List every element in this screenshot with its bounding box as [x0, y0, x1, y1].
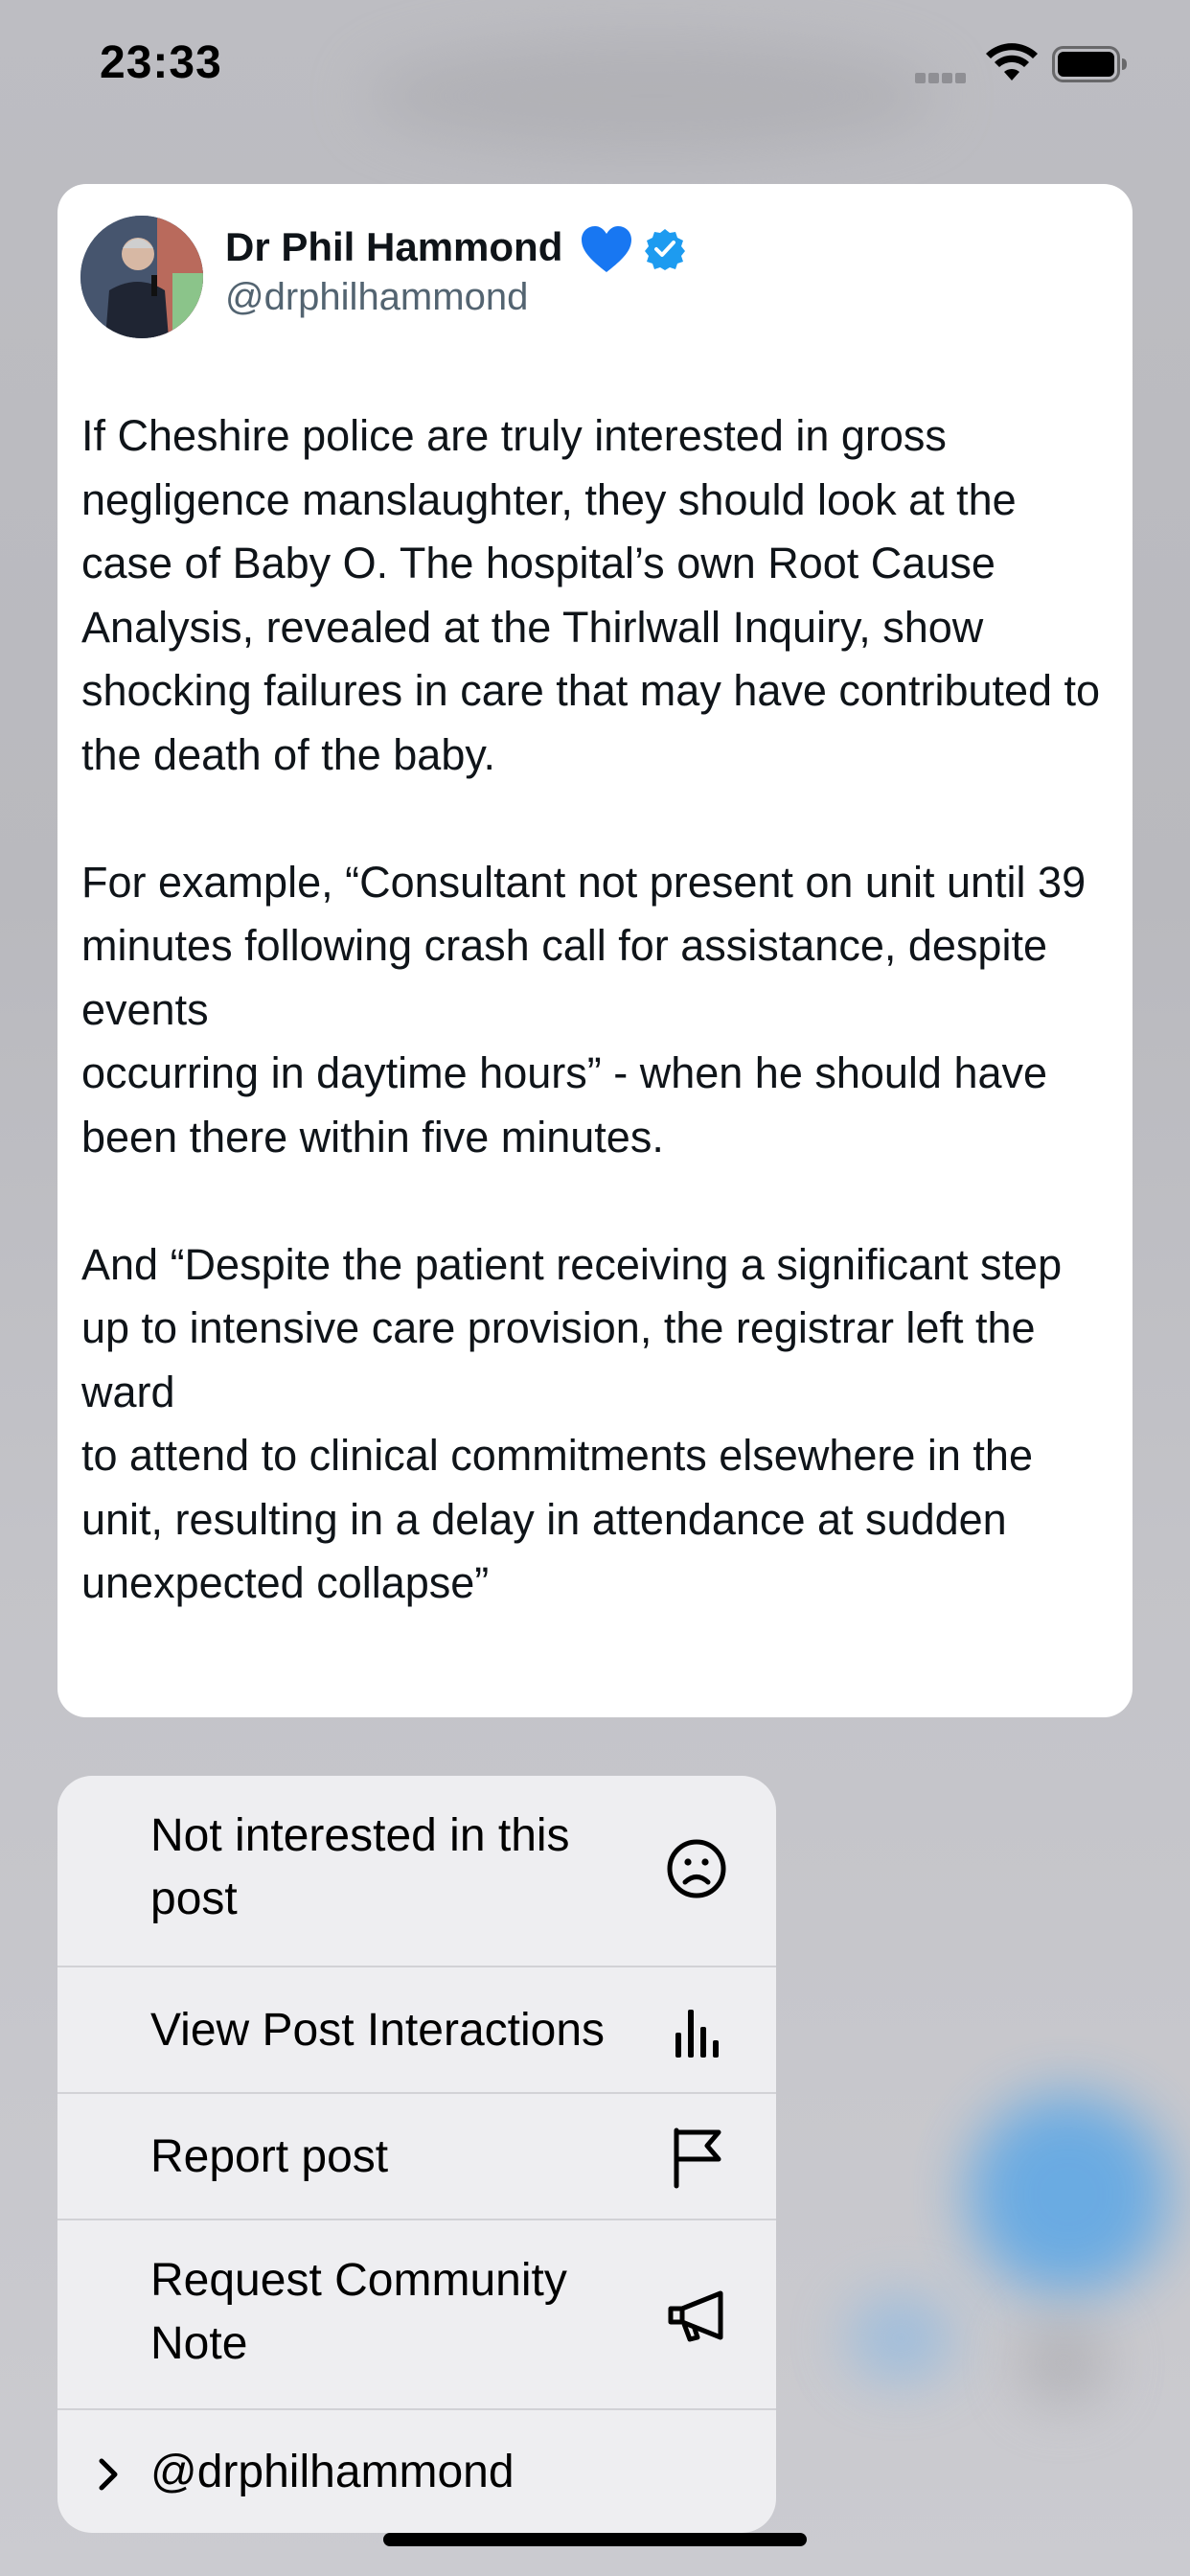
background-blur-tab	[848, 2295, 953, 2381]
post-text: If Cheshire police are truly interested in gross negligence manslaughter, they should look at the case of Baby O. The hospital’s own Root Cause Analysis, revealed at the Thirlwall Inquiry, show shocking failures in care that may have contributed to the death of the baby. For example, “Consultant not present on unit until 39 minutes following crash call for assistance, despite events occurring in daytime hours” - when he should have been there within five minutes. And “Despite the patient receiving a significant step up to intensive care provision, the registrar left the ward to attend to clinical commitments elsewhere in the unit, resulting in a delay in attendance at sudden unexpected collapse”	[81, 411, 1101, 1607]
status-time: 23:33	[100, 37, 222, 88]
post-card[interactable]	[57, 184, 1133, 1717]
bar-chart-icon	[663, 1998, 730, 2065]
menu-item-not-interested[interactable]	[57, 1776, 776, 1966]
home-indicator[interactable]	[383, 2533, 807, 2546]
cellular-signal-icon	[915, 71, 973, 82]
battery-icon	[1052, 46, 1129, 82]
avatar-photo	[80, 216, 203, 338]
menu-item-label: Report post	[150, 2131, 389, 2182]
author-handle[interactable]: @drphilhammond	[225, 276, 529, 318]
menu-item-request-community-note[interactable]	[57, 2219, 776, 2408]
chevron-right-icon	[96, 2456, 123, 2493]
avatar[interactable]	[80, 216, 203, 338]
menu-item-view-post-interactions[interactable]	[57, 1966, 776, 2092]
menu-item-label: Request Community Note	[150, 2255, 567, 2369]
status-bar	[0, 0, 1190, 134]
wifi-icon	[985, 42, 1039, 84]
verified-badge-icon[interactable]	[644, 228, 686, 270]
post-context-menu	[57, 1776, 776, 2533]
flag-icon	[663, 2123, 730, 2190]
menu-item-label: View Post Interactions	[150, 2005, 606, 2056]
menu-item-report-post[interactable]	[57, 2092, 776, 2219]
background-blur-compose-button	[968, 2094, 1169, 2295]
frown-face-icon	[663, 1835, 730, 1902]
menu-item-label: @drphilhammond	[150, 2447, 515, 2497]
author-name[interactable]: Dr Phil Hammond	[225, 224, 563, 269]
menu-item-label: Not interested in this post	[150, 1810, 570, 1924]
background-blur-tab	[1020, 2319, 1107, 2405]
megaphone-icon	[663, 2282, 730, 2349]
menu-item-author-profile[interactable]	[57, 2408, 776, 2533]
blue-heart-icon	[580, 224, 633, 276]
